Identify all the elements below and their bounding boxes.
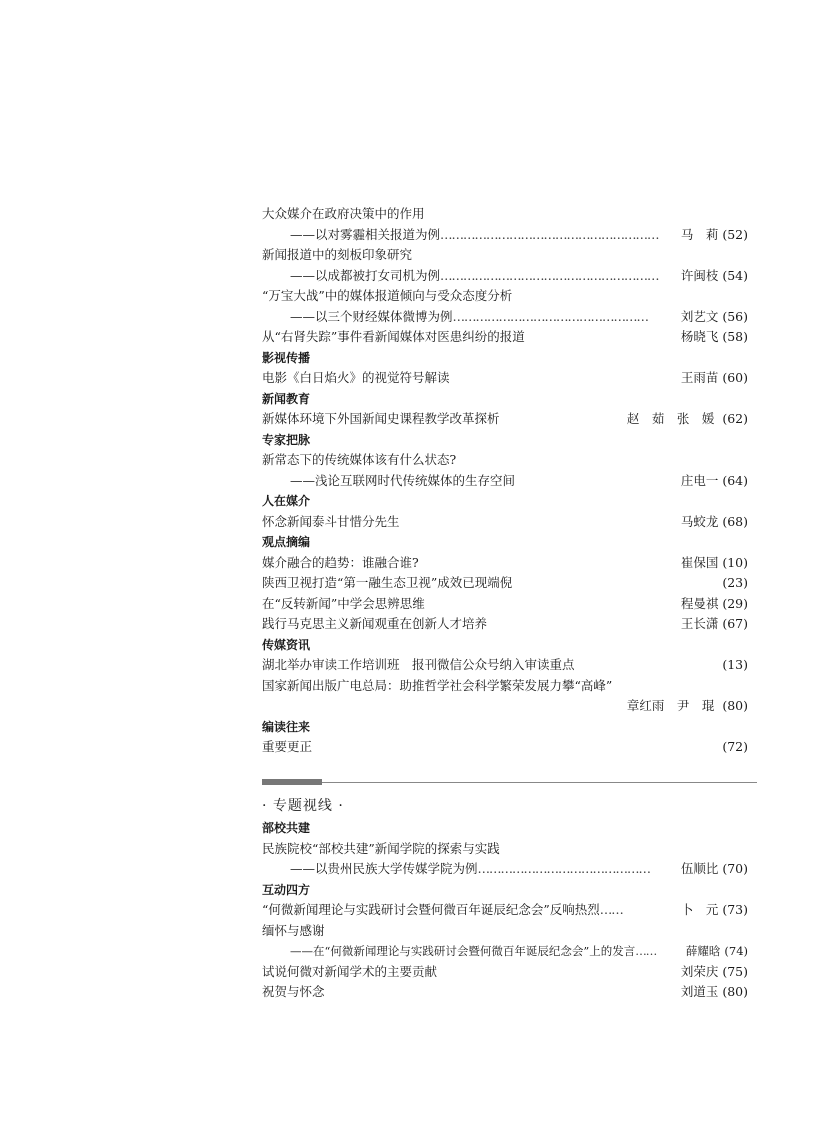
entry-page-number: (52) (722, 226, 748, 242)
entry-page-number: (80) (722, 984, 748, 999)
entry-title: 大众媒介在政府决策中的作用 (262, 206, 425, 221)
entry-author: 刘荣庆 (680, 963, 719, 979)
entry-authors: 章红雨 尹 琨 (626, 698, 715, 713)
entry-title: ——以成都被打女司机为例 (290, 267, 441, 283)
special-column (262, 794, 748, 1003)
section-heading (262, 491, 748, 512)
entry-meta (681, 307, 748, 328)
toc-entry (262, 921, 748, 942)
entry-meta (722, 737, 748, 758)
toc-subtitle (262, 471, 748, 492)
section-title: 影视传播 (262, 350, 311, 365)
entry-authors: 赵 茹 张 媛 (626, 411, 715, 426)
entry-title: 媒介融合的趋势：谁融合谁? (262, 554, 419, 570)
section-title: 人在媒介 (262, 494, 311, 508)
entry-author: 马 莉 (680, 226, 719, 242)
entry-author: 庄电一 (680, 472, 719, 488)
entry-page-number: (54) (722, 267, 748, 283)
entry-title: 民族院校“部校共建”新闻学院的探索与实践 (262, 840, 500, 856)
leader-dots: ………………………………………………… (440, 267, 659, 283)
entry-title: 在“反转新闻”中学会思辨思维 (262, 595, 425, 611)
entry-title: 试说何微对新闻学术的主要贡献 (262, 963, 438, 979)
entry-title: 陕西卫视打造“第一融生态卫视”成效已现端倪 (262, 575, 513, 590)
entry-title: 怀念新闻泰斗甘惜分先生 (262, 513, 400, 529)
toc-entry (262, 676, 748, 697)
toc-entry (262, 512, 748, 533)
section-title: 编读往来 (262, 719, 311, 734)
toc-subtitle (262, 225, 748, 246)
toc-entry (262, 839, 748, 860)
entry-page-number: (23) (722, 575, 748, 590)
section-heading (262, 389, 748, 410)
toc-entry (262, 409, 748, 430)
entry-author: 刘艺文 (680, 308, 719, 324)
entry-page-number: (60) (722, 370, 748, 385)
entry-page-number: (80) (722, 698, 748, 713)
section-title: 互动四方 (262, 882, 311, 897)
section-heading (262, 717, 748, 738)
section-title: 观点摘编 (262, 535, 311, 549)
entry-page-number: (72) (722, 739, 748, 754)
entry-page-number: (74) (724, 944, 748, 958)
leader-dots: …… (599, 902, 623, 917)
entry-title: 重要更正 (262, 739, 313, 754)
divider-accent (262, 779, 322, 785)
toc-entry (262, 982, 748, 1003)
toc-subtitle (262, 941, 748, 962)
toc-entry (262, 614, 748, 635)
section-divider (262, 779, 757, 786)
section-title: 专家把脉 (262, 432, 311, 447)
entry-title: ——浅论互联网时代传统媒体的生存空间 (290, 472, 516, 488)
leader-dots: ……………………………………… (477, 861, 651, 876)
entry-title: 电影《白日焰火》的视觉符号解读 (262, 370, 450, 385)
entry-page-number: (29) (722, 595, 748, 611)
leader-dots: …… (635, 944, 657, 958)
toc-authors-line (262, 696, 748, 717)
entry-title: “万宝大战”中的媒体报道倾向与受众态度分析 (262, 288, 513, 303)
leader-dots: …………………………………………… (452, 308, 649, 324)
entry-title: 缅怀与感谢 (262, 922, 325, 938)
entry-title: 湖北举办审读工作培训班 报刊微信公众号纳入审读重点 (262, 657, 575, 672)
entry-meta (681, 859, 748, 880)
toc-entry (262, 286, 748, 307)
entry-page-number: (70) (722, 861, 748, 876)
entry-meta (681, 512, 748, 533)
entry-title: 祝贺与怀念 (262, 984, 325, 999)
entry-meta (681, 225, 748, 246)
toc-entry (262, 327, 748, 348)
entry-meta (681, 266, 748, 287)
entry-title: 国家新闻出版广电总局：助推哲学社会科学繁荣发展力攀“高峰” (262, 677, 613, 693)
section-title: 新闻教育 (262, 391, 311, 406)
table-of-contents (262, 204, 748, 758)
toc-subtitle (262, 266, 748, 287)
toc-entry (262, 553, 748, 574)
entry-meta (681, 553, 748, 574)
entry-title: 践行马克思主义新闻观重在创新人才培养 (262, 616, 488, 631)
entry-page-number: (62) (722, 411, 748, 426)
entry-meta (681, 900, 748, 921)
entry-author: 杨晓飞 (680, 329, 719, 344)
entry-title: “何微新闻理论与实践研讨会暨何微百年诞辰纪念会”反响热烈 (262, 902, 600, 917)
entry-title: 新媒体环境下外国新闻史课程教学改革探析 (262, 411, 500, 426)
entry-meta (681, 471, 748, 492)
toc-entry (262, 204, 748, 225)
toc-entry (262, 655, 748, 676)
entry-page-number: (10) (722, 554, 748, 570)
toc-entry (262, 245, 748, 266)
section-title: 传媒资讯 (262, 637, 311, 652)
entry-meta (681, 962, 748, 983)
entry-title: ——以三个财经媒体微博为例 (290, 308, 453, 324)
entry-page-number: (73) (722, 902, 748, 917)
entry-page-number: (64) (722, 472, 748, 488)
entry-title: 从“右肾失踪”事件看新闻媒体对医患纠纷的报道 (262, 329, 525, 344)
special-column-list (262, 818, 748, 1003)
toc-entry (262, 573, 748, 594)
toc-subtitle (262, 859, 748, 880)
section-heading (262, 635, 748, 656)
toc-entry (262, 900, 748, 921)
toc-entry (262, 368, 748, 389)
entry-author: 薛耀晗 (685, 944, 721, 958)
entry-author: 马蛟龙 (680, 513, 719, 529)
entry-author: 程曼祺 (680, 595, 719, 611)
entry-meta (681, 594, 748, 615)
section-heading (262, 818, 748, 839)
entry-author: 许闽枝 (680, 267, 719, 283)
entry-author: 崔保国 (680, 554, 719, 570)
entry-author: 伍顺比 (680, 861, 719, 876)
entry-author: 王雨苗 (680, 370, 719, 385)
entry-meta (722, 573, 748, 594)
entry-meta (681, 327, 748, 348)
entry-page-number: (58) (722, 329, 748, 344)
entry-meta (722, 655, 748, 676)
entry-title: ——以对雾霾相关报道为例 (290, 226, 441, 242)
entry-page-number: (13) (722, 657, 748, 672)
leader-dots: ………………………………………………… (440, 226, 659, 242)
entry-meta (681, 614, 748, 635)
entry-meta (686, 941, 748, 962)
toc-entry (262, 450, 748, 471)
section-heading (262, 880, 748, 901)
section-heading (262, 430, 748, 451)
section-heading (262, 348, 748, 369)
divider-line (262, 782, 757, 783)
section-title: 部校共建 (262, 821, 311, 835)
entry-page-number: (75) (722, 963, 748, 979)
entry-author: 卜 元 (680, 902, 719, 917)
entry-title: ——以贵州民族大学传媒学院为例 (290, 861, 478, 876)
entry-page-number: (67) (722, 616, 748, 631)
entry-title: 新常态下的传统媒体该有什么状态? (262, 452, 457, 467)
special-column-title: · 专题视线 · (262, 798, 344, 814)
entry-page-number: (56) (722, 308, 748, 324)
entry-author: 刘道玉 (680, 984, 719, 999)
toc-entry (262, 737, 748, 758)
entry-meta (681, 982, 748, 1003)
toc-entry (262, 594, 748, 615)
section-heading (262, 532, 748, 553)
entry-title: 新闻报道中的刻板印象研究 (262, 247, 413, 262)
entry-meta (681, 368, 748, 389)
entry-author: 王长潇 (680, 616, 719, 631)
entry-page-number: (68) (722, 513, 748, 529)
entry-title: ——在“何微新闻理论与实践研讨会暨何微百年诞辰纪念会”上的发言 (290, 944, 636, 958)
entry-meta (627, 696, 748, 717)
toc-subtitle (262, 307, 748, 328)
toc-entry (262, 962, 748, 983)
entry-meta (627, 409, 748, 430)
